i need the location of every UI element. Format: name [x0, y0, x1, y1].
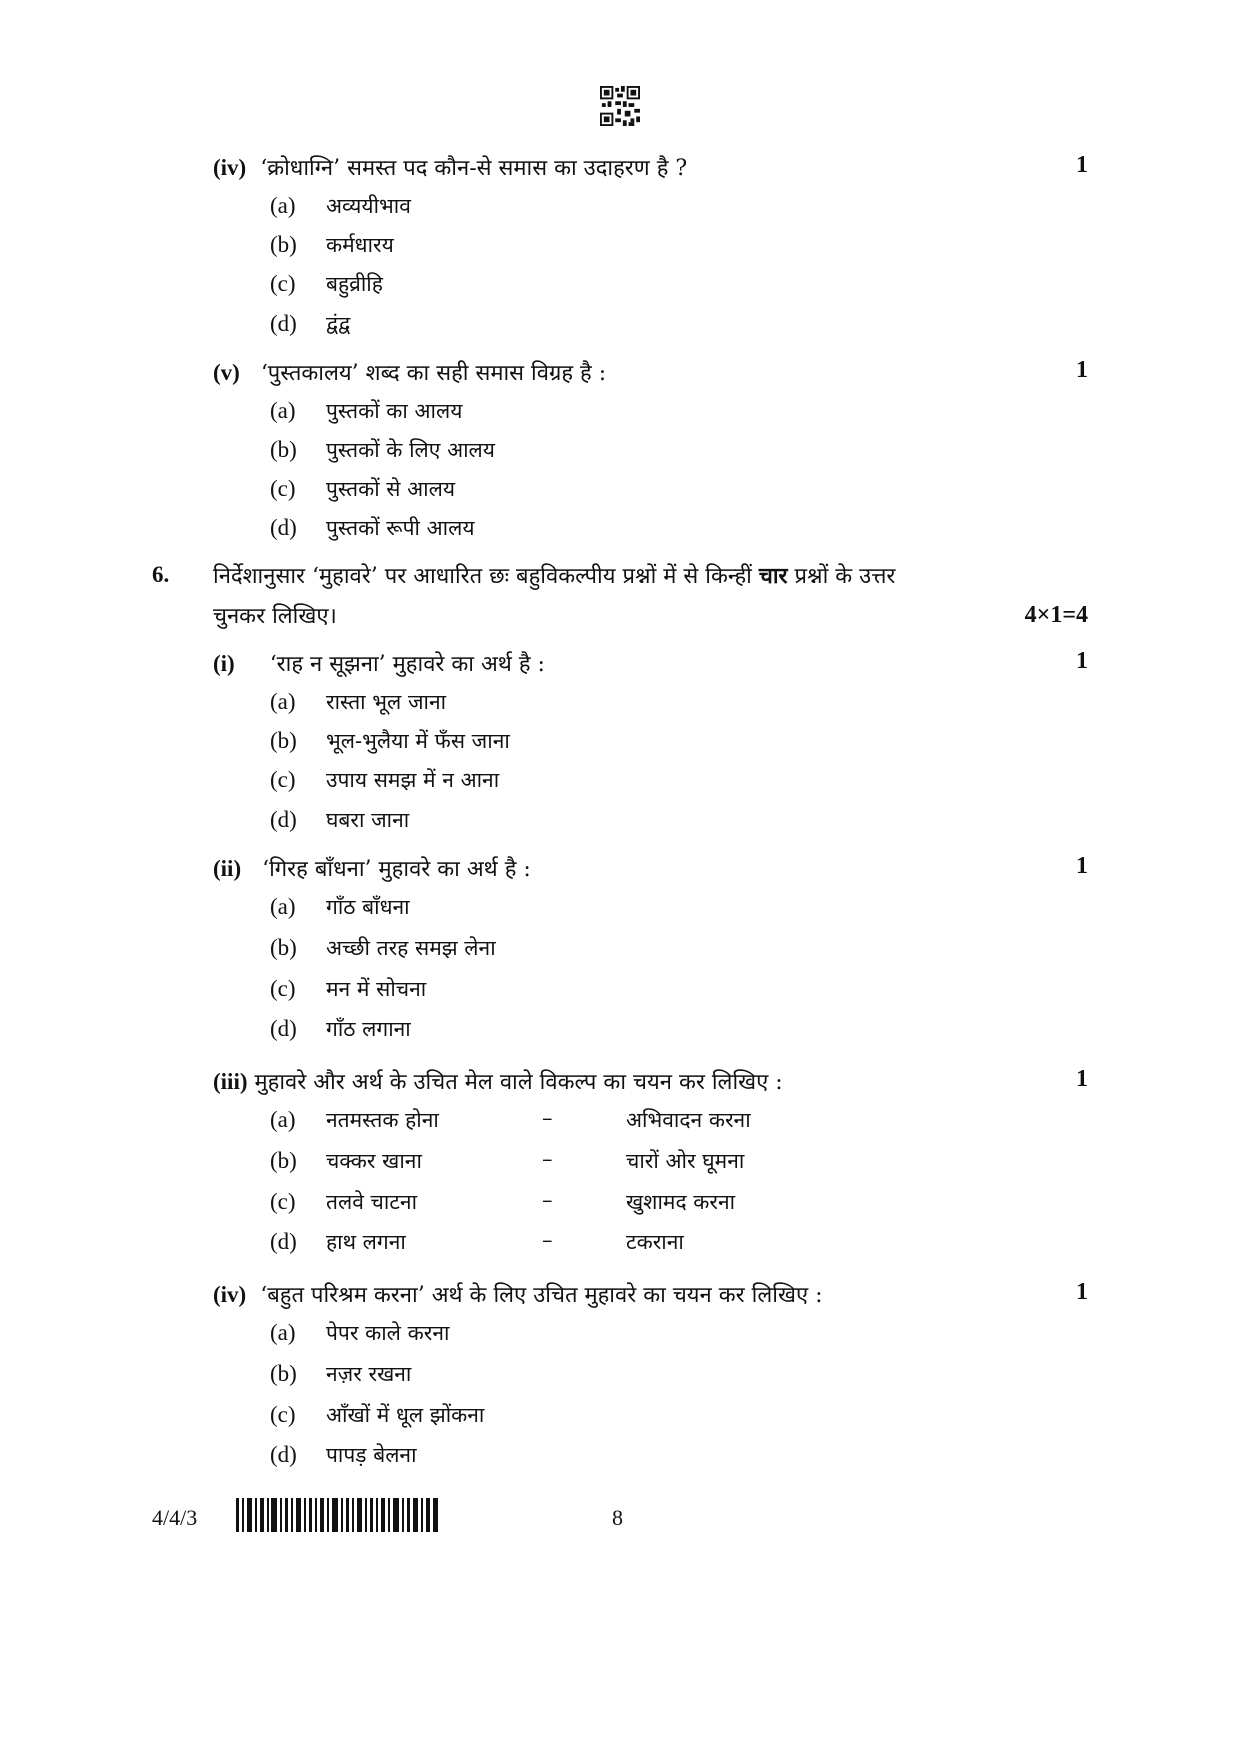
- q6-iv-option-a: (a) पेपर काले करना: [270, 1320, 450, 1345]
- q5-v-header: [213, 357, 606, 387]
- q6-iv-option-b: (b) नज़र रखना: [270, 1361, 412, 1386]
- q6-i-option-d: (d) घबरा जाना: [270, 807, 410, 832]
- q6-iii-option-c: (c) तलवे चाटना: [270, 1189, 418, 1214]
- q6-ii-text: ‘गिरह बाँधना’ मुहावरे का अर्थ है :: [262, 857, 531, 882]
- q6-iii-option-a-dash: –: [542, 1106, 553, 1130]
- q5-iv-option-a: (a) अव्ययीभाव: [270, 193, 411, 218]
- q6-iii-option-d-meaning: टकराना: [626, 1230, 684, 1254]
- q6-iii-option-a: (a) नतमस्तक होना: [270, 1107, 439, 1132]
- q5-iv-marks: 1: [1076, 152, 1088, 178]
- q6-intro-line1: निर्देशानुसार ‘मुहावरे’ पर आधारित छः बहुविकल्पीय प्रश्नों में से किन्हीं चार प्रश्नों के उत्तर: [213, 563, 896, 589]
- q5-v-marks: 1: [1076, 357, 1088, 383]
- q6-iii-option-d: (d) हाथ लगना: [270, 1229, 406, 1254]
- q6-iii-number: (iii): [213, 1069, 248, 1094]
- paper-code: 4/4/3: [152, 1505, 198, 1530]
- q6-iv-text: ‘बहुत परिश्रम करना’ अर्थ के लिए उचित मुहावरे का चयन कर लिखिए :: [260, 1283, 823, 1308]
- q5-v-option-a: (a) पुस्तकों का आलय: [270, 398, 463, 423]
- q6-i-option-c: (c) उपाय समझ में न आना: [270, 767, 500, 792]
- q6-number: 6.: [152, 562, 170, 587]
- q6-i-option-a: (a) रास्ता भूल जाना: [270, 689, 447, 714]
- q5-v-number: (v): [213, 360, 240, 385]
- q5-iv-option-b: (b) कर्मधारय: [270, 232, 394, 257]
- q6-ii-number: (ii): [213, 856, 242, 881]
- q6-i-option-b: (b) भूल-भुलैया में फँस जाना: [270, 728, 510, 753]
- q6-iii-option-b-meaning: चारों ओर घूमना: [626, 1149, 745, 1173]
- q6-i-number: (i): [213, 651, 235, 676]
- q6-intro-bold: चार: [758, 563, 788, 589]
- q6-ii-header: [213, 853, 531, 883]
- q6-iv-marks: 1: [1076, 1279, 1088, 1305]
- q6-i-marks: 1: [1076, 648, 1088, 674]
- barcode-icon: [236, 1498, 438, 1532]
- q6-iii-marks: 1: [1076, 1066, 1088, 1092]
- q6-iii-option-b-dash: –: [542, 1147, 553, 1171]
- q6-ii-option-a: (a) गाँठ बाँधना: [270, 894, 410, 919]
- q6-iv-option-d: (d) पापड़ बेलना: [270, 1442, 417, 1467]
- q5-iv-option-d: (d) द्वंद्व: [270, 311, 351, 336]
- q6-intro-line2: चुनकर लिखिए।: [213, 604, 337, 629]
- q6-ii-marks: 1: [1076, 853, 1088, 879]
- q6-i-text: ‘राह न सूझना’ मुहावरे का अर्थ है :: [269, 652, 545, 677]
- q5-iv-text: ‘क्रोधाग्नि’ समस्त पद कौन-से समास का उदाहरण है ?: [260, 156, 688, 181]
- q5-v-text: ‘पुस्तकालय’ शब्द का सही समास विग्रह है :: [260, 361, 607, 386]
- page-number: 8: [612, 1505, 623, 1530]
- q6-iv-header: [213, 1279, 823, 1309]
- qr-code-icon: [600, 86, 640, 126]
- q6-iii-option-d-dash: –: [542, 1228, 553, 1252]
- q6-i-header: [213, 648, 545, 678]
- q6-ii-option-d: (d) गाँठ लगाना: [270, 1016, 411, 1041]
- q6-iii-option-b: (b) चक्कर खाना: [270, 1148, 422, 1173]
- q6-iv-option-c: (c) आँखों में धूल झोंकना: [270, 1402, 485, 1427]
- q6-iii-option-c-dash: –: [542, 1188, 553, 1212]
- q5-v-option-d: (d) पुस्तकों रूपी आलय: [270, 515, 475, 540]
- q6-ii-option-b: (b) अच्छी तरह समझ लेना: [270, 935, 496, 960]
- q6-iii-option-a-meaning: अभिवादन करना: [626, 1108, 751, 1132]
- q5-v-option-c: (c) पुस्तकों से आलय: [270, 476, 456, 501]
- q6-iii-header: [213, 1066, 783, 1096]
- q5-iv-option-c: (c) बहुव्रीहि: [270, 271, 383, 296]
- q5-iv-header: [213, 152, 687, 182]
- q6-marks: 4×1=4: [1024, 602, 1088, 628]
- q5-v-option-b: (b) पुस्तकों के लिए आलय: [270, 437, 495, 462]
- q5-iv-number: (iv): [213, 155, 247, 180]
- q6-iii-text: मुहावरे और अर्थ के उचित मेल वाले विकल्प का चयन कर लिखिए :: [254, 1070, 783, 1095]
- q6-ii-option-c: (c) मन में सोचना: [270, 976, 427, 1001]
- q6-iv-number: (iv): [213, 1282, 247, 1307]
- q6-iii-option-c-meaning: खुशामद करना: [626, 1190, 736, 1214]
